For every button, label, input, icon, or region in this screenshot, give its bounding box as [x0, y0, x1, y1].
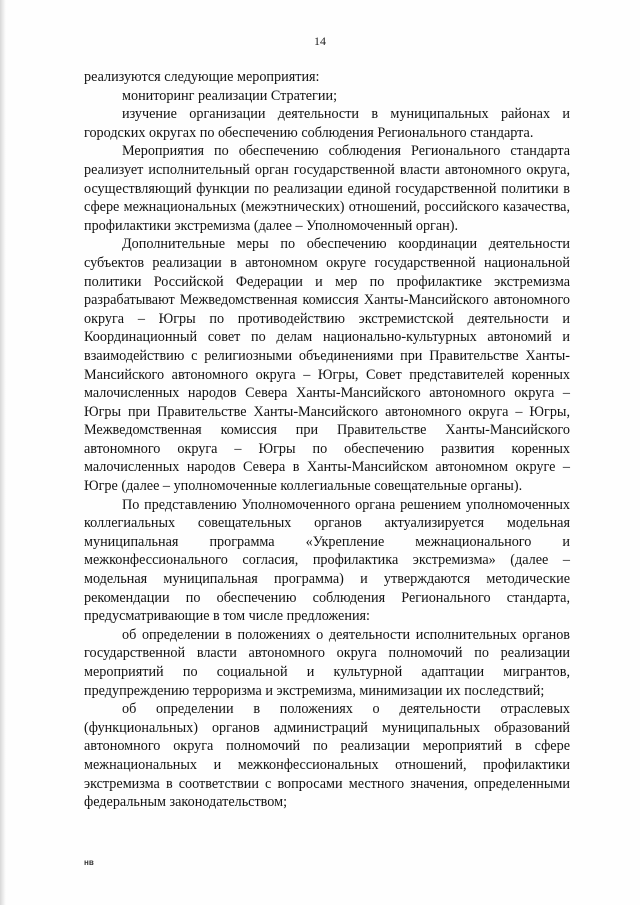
list-item-study: изучение организации деятельности в муниципальных районах и городских округах по обеспечению соблюдения Регионального стандарта. [84, 106, 570, 141]
footer-initials: нв [84, 858, 94, 867]
paragraph-model-program: По представлению Уполномоченного органа решением уполномоченных коллегиальных совещательных органов актуализируется модельная муниципальная программа «Укрепление межнационального и межконфессионального согласия, профилактика экстремизма» (далее – модельная муниципальная программа) и утверждаются методические рекомендации по обеспечению соблюдения Регионального стандарта, предусматривающие в том числе предложения: [84, 496, 570, 625]
page-number: 14 [314, 34, 326, 48]
paragraph-coordination: Дополнительные меры по обеспечению координации деятельности субъектов реализации в автономном округе государственной национальной политики Российской Федерации и мер по профилактике экстремизма разрабатывают Межведомственная комиссия Ханты-Мансийского автономного округа – Югры по противодействию экстремистской деятельности и Координационный совет по делам национально-культурных автономий и взаимодействию с религиозными объединениями при Правительстве Ханты-Мансийского автономного округа – Югры, Совет представителей коренных малочисленных народов Севера Ханты-Мансийского автономного округа – Югры при Правительстве Ханты-Мансийского автономного округа – Югры, Межведомственная комиссия при Правительстве Ханты-Мансийского автономного округа – Югры по обеспечению развития коренных малочисленных народов Севера в Ханты-Мансийском автономном округе – Югре (далее – уполномоченные коллегиальные совещательные органы). [84, 236, 570, 495]
list-item-monitoring: мониторинг реализации Стратегии; [122, 87, 338, 104]
list-item-municipal-bodies: об определении в положениях о деятельности отраслевых (функциональных) органов администраций муниципальных образований автономного округа полномочий по реализации мероприятий в сфере межнациональных и межконфессиональных отношений, профилактики экстремизма в соответствии с вопросами местного значения, определенными федеральным законодательством; [84, 701, 570, 811]
paragraph-measures: Мероприятия по обеспечению соблюдения Регионального стандарта реализует исполнительный орган государственной власти автономного округа, осуществляющий функции по реализации единой государственной политики в сфере межнациональных (межэтнических) отношений, российского казачества, профилактики экстремизма (далее – Уполномоченный орган). [84, 143, 570, 234]
document-body [84, 68, 570, 812]
paragraph-intro: реализуются следующие мероприятия: [84, 69, 320, 85]
scan-edge-shadow [0, 0, 6, 905]
list-item-executive-bodies: об определении в положениях о деятельности исполнительных органов государственной власти автономного округа полномочий по реализации мероприятий по социальной и культурной адаптации мигрантов, предупреждению терроризма и экстремизма, минимизации их последствий; [84, 626, 570, 699]
